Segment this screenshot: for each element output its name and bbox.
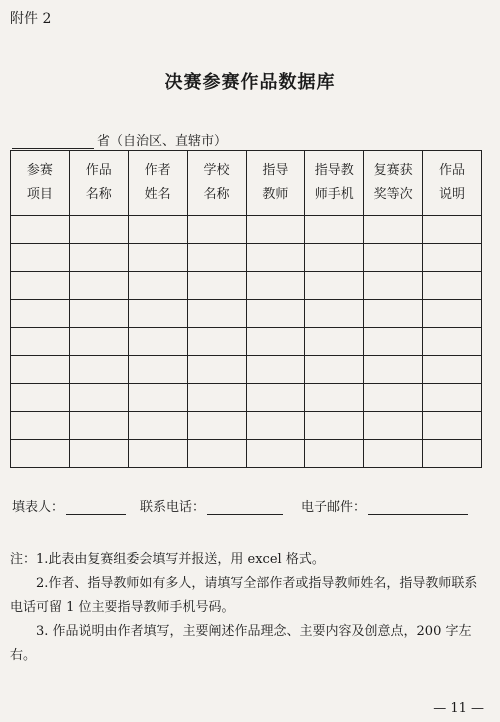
table-cell[interactable] [128,216,187,244]
table-cell[interactable] [69,384,128,412]
phone-blank[interactable] [207,500,283,515]
data-table-wrap [10,150,482,462]
table-cell[interactable] [69,412,128,440]
table-cell[interactable] [364,216,423,244]
table-cell[interactable] [128,440,187,468]
province-suffix: 省（自治区、直辖市） [97,134,228,149]
page-title: 决赛参赛作品数据库 [164,72,336,93]
table-cell[interactable] [11,356,70,384]
table-cell[interactable] [423,412,482,440]
table-cell[interactable] [423,356,482,384]
filler-label: 填表人： [12,500,65,515]
table-body [11,216,482,468]
table-cell[interactable] [69,272,128,300]
table-cell[interactable] [11,216,70,244]
table-cell[interactable] [11,300,70,328]
table-row [11,300,482,328]
col-header: 作品 说明 [423,151,482,216]
table-cell[interactable] [305,356,364,384]
table-cell[interactable] [305,244,364,272]
table-cell[interactable] [364,440,423,468]
table-cell[interactable] [246,356,305,384]
table-cell[interactable] [128,272,187,300]
table-cell[interactable] [69,300,128,328]
table-row [11,244,482,272]
table-cell[interactable] [364,272,423,300]
province-blank[interactable] [12,134,94,149]
table-cell[interactable] [11,328,70,356]
table-cell[interactable] [246,216,305,244]
filler-info-row [12,496,468,515]
table-cell[interactable] [128,328,187,356]
table-cell[interactable] [364,300,423,328]
table-cell[interactable] [423,440,482,468]
table-cell[interactable] [11,440,70,468]
table-cell[interactable] [305,328,364,356]
table-cell[interactable] [364,328,423,356]
table-cell[interactable] [246,244,305,272]
table-cell[interactable] [11,384,70,412]
page-number: — 11 — [433,701,484,716]
filler-blank[interactable] [66,500,126,515]
col-header: 学校 名称 [187,151,246,216]
table-cell[interactable] [11,272,70,300]
attachment-label: 附件 2 [10,11,52,27]
col-header: 复赛获 奖等次 [364,151,423,216]
col-header: 参赛 项目 [11,151,70,216]
data-table [10,150,482,468]
table-cell[interactable] [187,440,246,468]
table-cell[interactable] [305,384,364,412]
phone-label: 联系电话： [140,500,206,515]
table-cell[interactable] [246,384,305,412]
col-header: 指导教 师手机 [305,151,364,216]
table-cell[interactable] [128,356,187,384]
table-row [11,216,482,244]
table-cell[interactable] [305,300,364,328]
table-cell[interactable] [423,300,482,328]
table-cell[interactable] [187,244,246,272]
table-cell[interactable] [187,272,246,300]
col-header: 作者 姓名 [128,151,187,216]
table-cell[interactable] [69,216,128,244]
table-row [11,272,482,300]
table-cell[interactable] [423,244,482,272]
table-cell[interactable] [246,440,305,468]
table-cell[interactable] [246,300,305,328]
col-header: 作品 名称 [69,151,128,216]
table-row [11,356,482,384]
table-cell[interactable] [305,412,364,440]
table-cell[interactable] [423,216,482,244]
table-row [11,384,482,412]
table-cell[interactable] [11,244,70,272]
email-label: 电子邮件： [301,500,367,515]
table-cell[interactable] [128,244,187,272]
table-cell[interactable] [187,356,246,384]
table-cell[interactable] [246,412,305,440]
table-cell[interactable] [364,384,423,412]
table-header-row [11,151,482,216]
table-cell[interactable] [364,412,423,440]
table-cell[interactable] [423,328,482,356]
table-cell[interactable] [69,440,128,468]
table-cell[interactable] [423,272,482,300]
table-cell[interactable] [305,440,364,468]
table-cell[interactable] [305,216,364,244]
notes-section [10,548,484,668]
note-2: 2.作者、指导教师如有多人，请填写全部作者或指导教师姓名，指导教师联系电话可留 1 位主要指导教师手机号码。 [10,576,478,615]
table-cell[interactable] [246,272,305,300]
table-cell[interactable] [187,412,246,440]
note-3: 3. 作品说明由作者填写，主要阐述作品理念、主要内容及创意点，200 字左右。 [10,624,472,663]
table-cell[interactable] [364,356,423,384]
email-blank[interactable] [368,500,468,515]
province-line [12,130,227,149]
table-cell[interactable] [187,328,246,356]
table-cell[interactable] [128,300,187,328]
table-cell[interactable] [69,328,128,356]
table-cell[interactable] [128,412,187,440]
table-cell[interactable] [187,300,246,328]
table-cell[interactable] [364,244,423,272]
table-cell[interactable] [423,384,482,412]
table-row [11,412,482,440]
table-row [11,328,482,356]
table-cell[interactable] [69,244,128,272]
table-cell[interactable] [187,216,246,244]
table-cell[interactable] [11,412,70,440]
table-cell[interactable] [128,384,187,412]
col-header: 指导 教师 [246,151,305,216]
table-cell[interactable] [246,328,305,356]
table-cell[interactable] [305,272,364,300]
table-row [11,440,482,468]
note-1: 注：1.此表由复赛组委会填写并报送，用 excel 格式。 [10,552,325,567]
table-cell[interactable] [187,384,246,412]
table-cell[interactable] [69,356,128,384]
